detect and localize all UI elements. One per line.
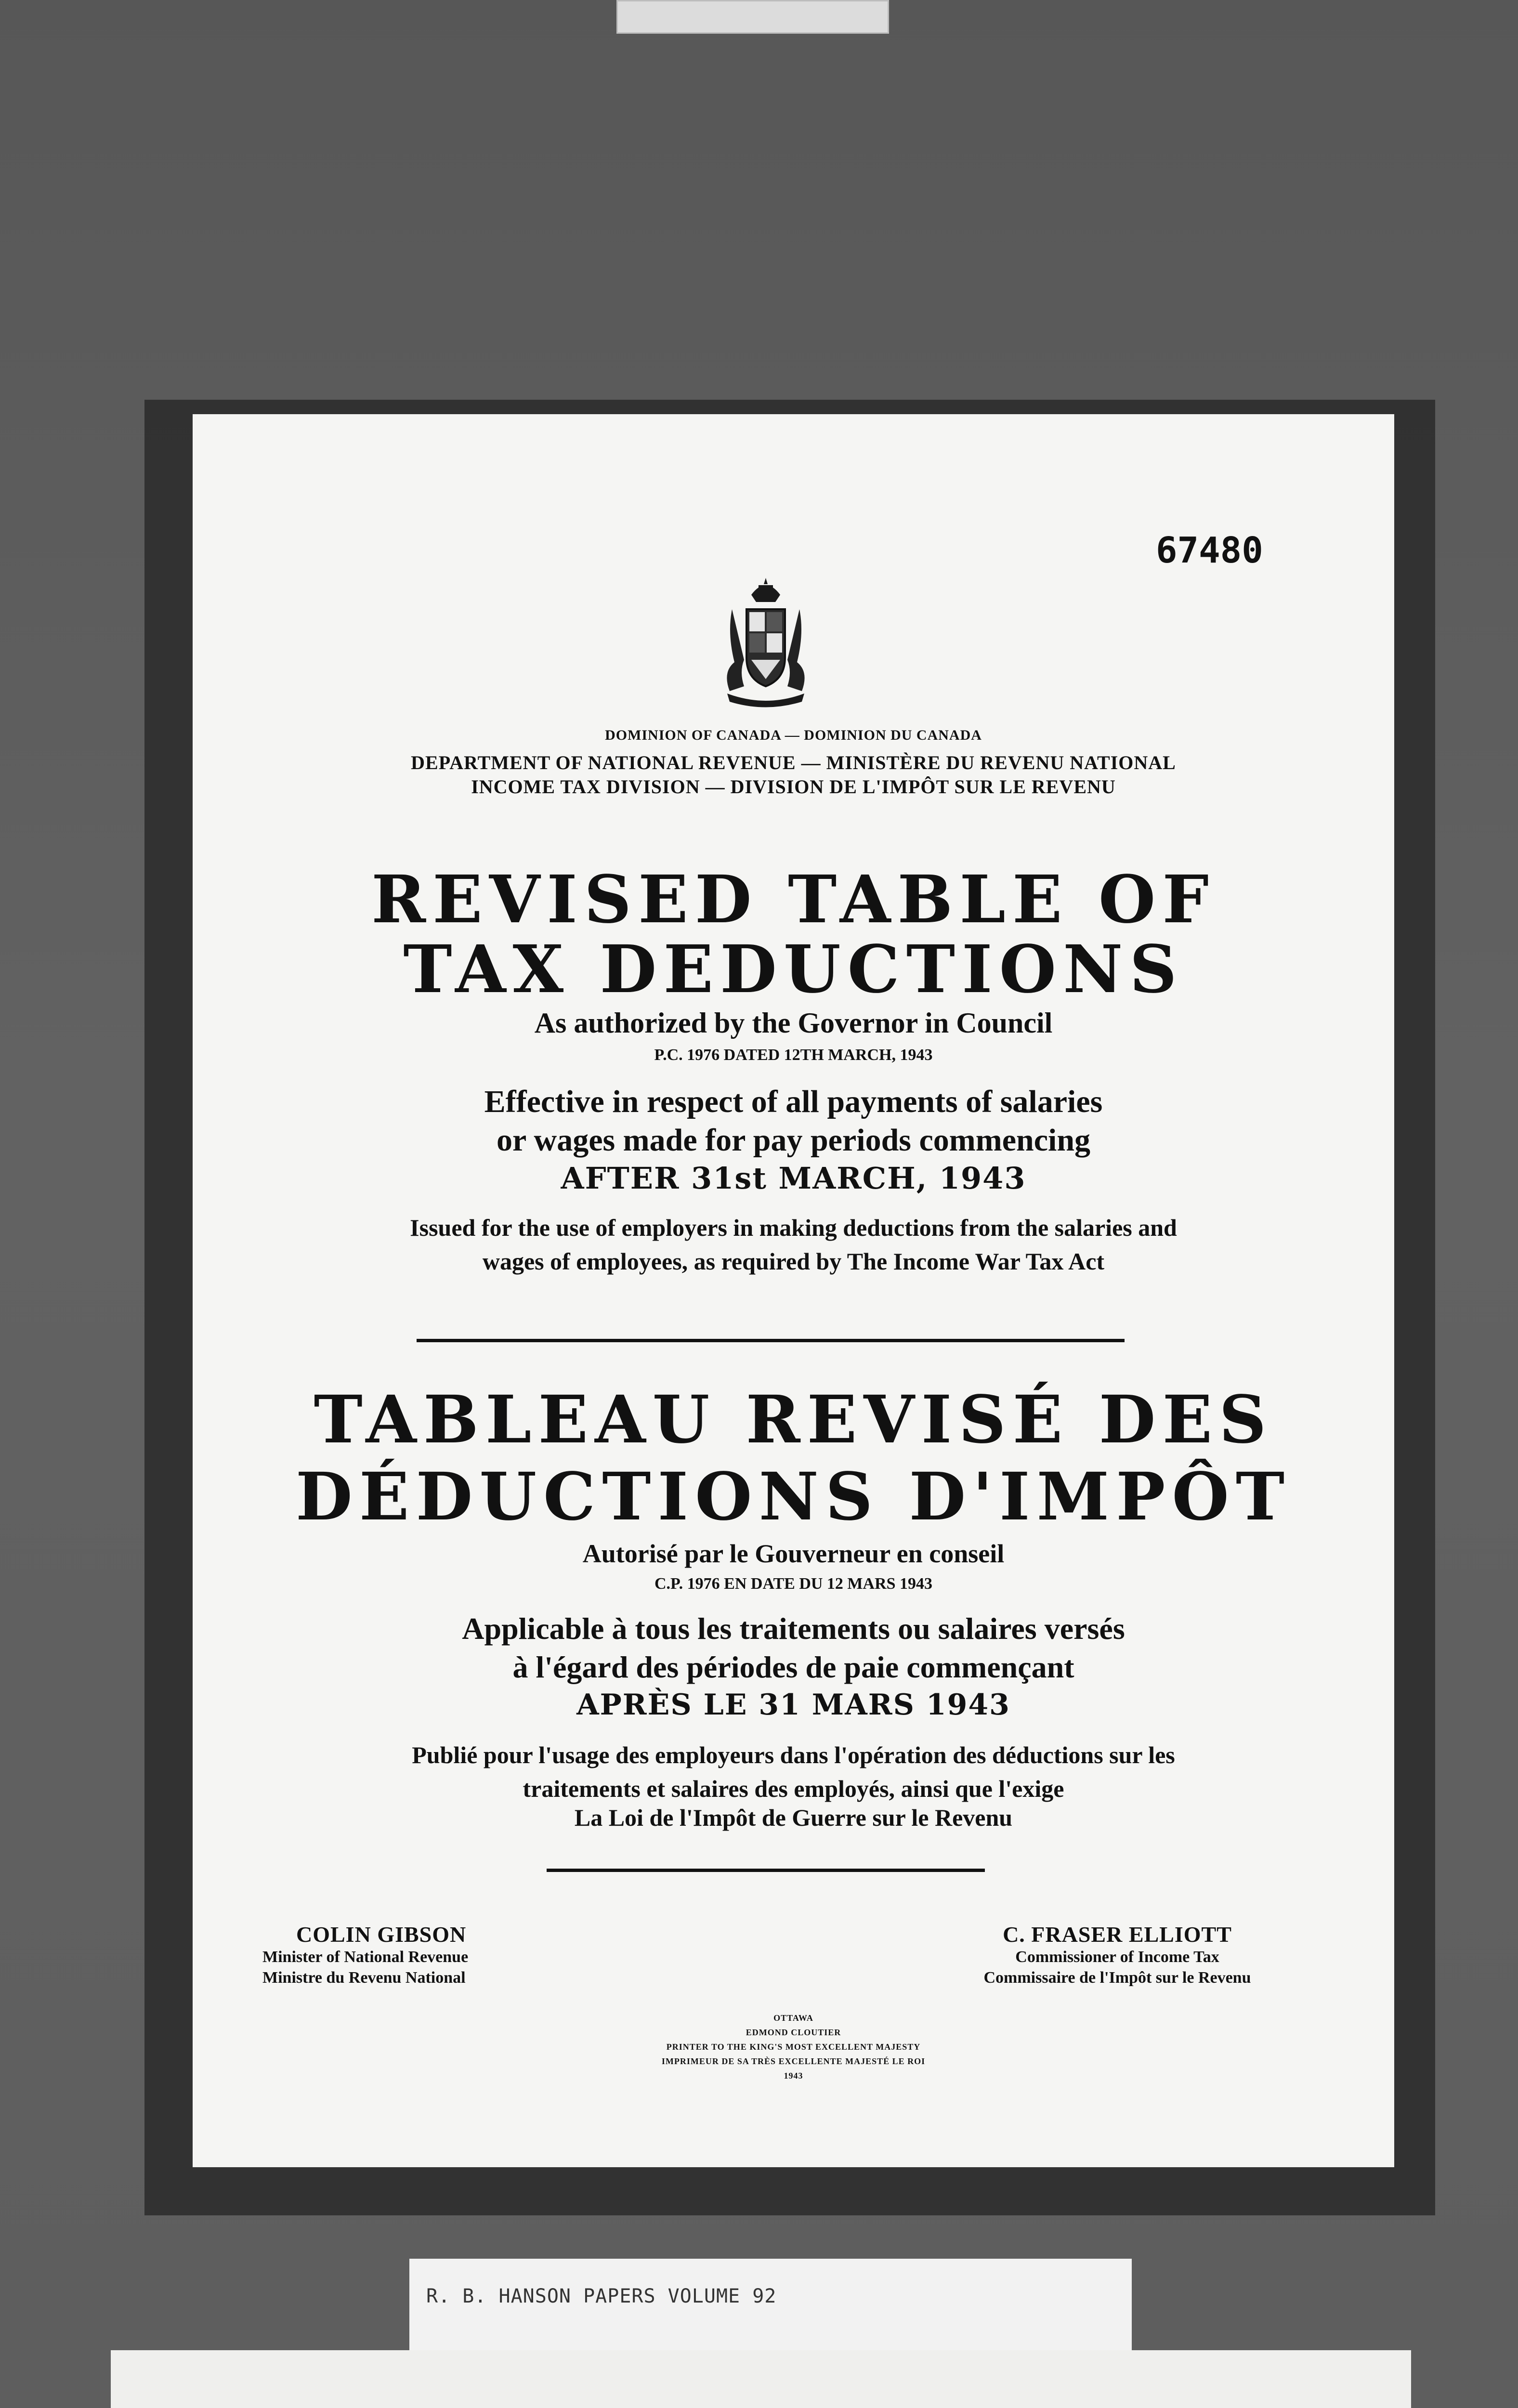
department-heading: DEPARTMENT OF NATIONAL REVENUE — MINISTÈRE DU REVENU NATIONAL bbox=[411, 752, 1176, 773]
top-film-tab bbox=[616, 0, 889, 34]
archive-label-text: R. B. HANSON PAPERS VOLUME 92 bbox=[426, 2285, 777, 2307]
english-effective-date: AFTER 31st MARCH, 1943 bbox=[561, 1161, 1026, 1196]
english-effective-line-2: or wages made for pay periods commencing bbox=[496, 1123, 1091, 1158]
printer-title-fr: IMPRIMEUR DE SA TRÈS EXCELLENTE MAJESTÉ LE ROI bbox=[661, 2056, 926, 2066]
signatory-minister bbox=[262, 1922, 513, 1988]
document-number: 67480 bbox=[1156, 530, 1263, 571]
minister-name: COLIN GIBSON bbox=[296, 1922, 467, 1947]
english-title-line-2: TAX DEDUCTIONS bbox=[403, 931, 1184, 1008]
french-order-in-council: C.P. 1976 EN DATE DU 12 MARS 1943 bbox=[654, 1575, 933, 1593]
french-publie-line-1: Publié pour l'usage des employeurs dans l'opération des déductions sur les bbox=[412, 1741, 1175, 1768]
coat-of-arms-icon bbox=[718, 576, 814, 710]
french-authorization: Autorisé par le Gouverneur en conseil bbox=[582, 1539, 1005, 1568]
french-effective-date: APRÈS LE 31 MARS 1943 bbox=[576, 1688, 1010, 1722]
french-applicable-line-2: à l'égard des périodes de paie commençant bbox=[512, 1650, 1074, 1684]
english-authorization: As authorized by the Governor in Council bbox=[534, 1007, 1053, 1039]
archive-stamp-card bbox=[111, 2350, 1411, 2408]
commissioner-name: C. FRASER ELLIOTT bbox=[1003, 1922, 1232, 1947]
english-order-in-council: P.C. 1976 DATED 12TH MARCH, 1943 bbox=[654, 1046, 933, 1064]
french-publie-line-2: traitements et salaires des employés, ainsi que l'exige bbox=[523, 1775, 1064, 1802]
minister-title-en: Minister of National Revenue bbox=[262, 1948, 469, 1966]
commissioner-title-en: Commissioner of Income Tax bbox=[1015, 1948, 1219, 1966]
french-title-line-1: TABLEAU REVISÉ DES bbox=[314, 1381, 1273, 1458]
printer-name: EDMOND CLOUTIER bbox=[746, 2028, 841, 2037]
signatory-commissioner bbox=[944, 1922, 1291, 1988]
signature-divider bbox=[547, 1869, 985, 1872]
french-title-line-2: DÉDUCTIONS D'IMPÔT bbox=[295, 1458, 1292, 1535]
printer-year: 1943 bbox=[784, 2071, 803, 2081]
french-publie-line-3: La Loi de l'Impôt de Guerre sur le Revenu bbox=[574, 1804, 1013, 1831]
minister-title-fr: Ministre du Revenu National bbox=[262, 1968, 466, 1987]
commissioner-title-fr: Commissaire de l'Impôt sur le Revenu bbox=[983, 1968, 1251, 1987]
printer-city: OTTAWA bbox=[773, 2013, 813, 2023]
english-issued-line-2: wages of employees, as required by The Income War Tax Act bbox=[482, 1248, 1105, 1275]
printer-title-en: PRINTER TO THE KING'S MOST EXCELLENT MAJESTY bbox=[666, 2042, 921, 2052]
english-issued-line-1: Issued for the use of employers in making deductions from the salaries and bbox=[410, 1214, 1177, 1241]
dominion-heading: DOMINION OF CANADA — DOMINION DU CANADA bbox=[605, 727, 982, 743]
english-title-line-1: REVISED TABLE OF bbox=[371, 861, 1216, 938]
division-heading: INCOME TAX DIVISION — DIVISION DE L'IMPÔT SUR LE REVENU bbox=[471, 776, 1116, 798]
section-divider bbox=[417, 1339, 1125, 1342]
french-applicable-line-1: Applicable à tous les traitements ou salaires versés bbox=[462, 1611, 1125, 1646]
english-effective-line-1: Effective in respect of all payments of salaries bbox=[484, 1084, 1103, 1119]
